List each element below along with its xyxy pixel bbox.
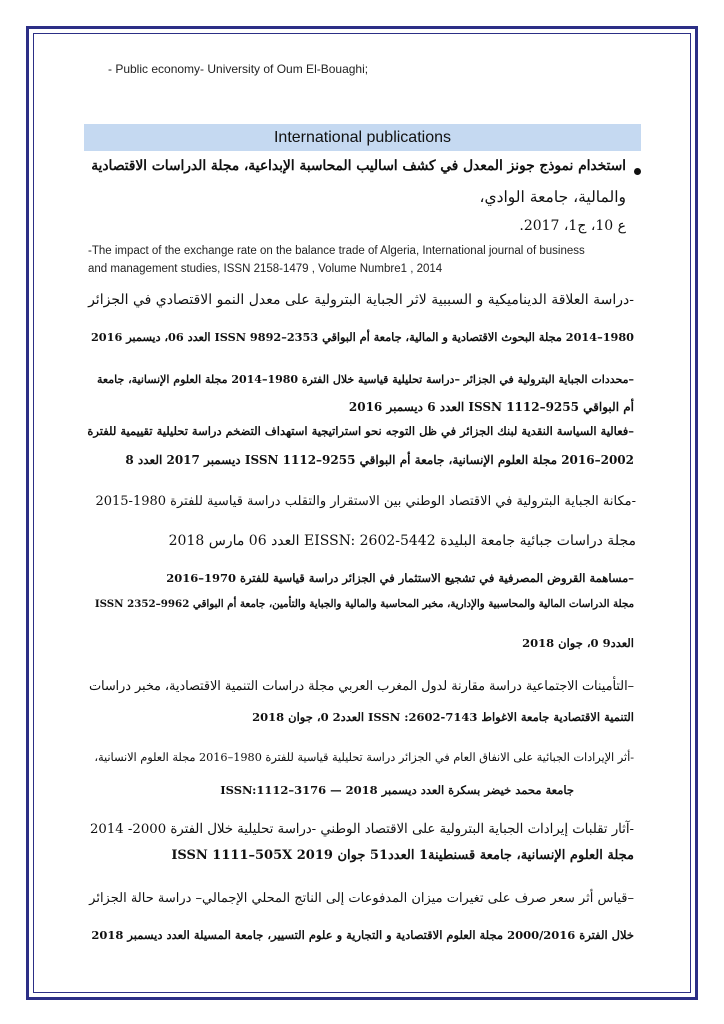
publication-8-line-2: التنمية الاقتصادية جامعة الاغواط ISSN :2602-7143 العدد2 0، جوان 2018	[252, 710, 634, 724]
publication-5-line-2: 2002–2016 مجلة العلوم الإنسانية، جامعة أم البواقي ISSN 1112–9255 ديسمبر 2017 العدد 8	[125, 453, 634, 467]
publication-11-line-1: –قياس أثر سعر صرف على تغيرات ميزان المدفوعات إلى الناتج المحلي الإجمالي– دراسة حالة الجزائر	[89, 891, 634, 906]
publication-4-line-2: أم البواقي ISSN 1112–9255 العدد 6 ديسمبر 2016	[348, 400, 634, 414]
publication-7-line-1: –مساهمة القروض المصرفية في تشجيع الاستثمار في الجزائر دراسة قياسية للفترة 1970–2016	[166, 571, 634, 585]
publication-3-line-1: -دراسة العلاقة الديناميكية و السببية لاثر الجباية البترولية على معدل النمو الاقتصادي في الجزائر	[88, 292, 634, 308]
publication-1-line-2: والمالية، جامعة الوادي،	[479, 188, 626, 206]
section-title: International publications	[273, 128, 451, 146]
publication-1-line-1: استخدام نموذج جونز المعدل في كشف اساليب المحاسبة الإبداعية، مجلة الدراسات الاقتصادية	[91, 158, 626, 174]
publication-3-line-2: 1980–2014 مجلة البحوث الاقتصادية و المالية، جامعة أم البواقي 2353–9892 ISSN العدد 06، ديسمبر 2016	[90, 330, 634, 344]
publication-6-line-2: مجلة دراسات جبائية جامعة البليدة EISSN: 2602-5442 العدد 06 مارس 2018	[168, 533, 636, 549]
publication-4-line-1: –محددات الجباية البترولية في الجزائر –دراسة تحليلية قياسية خلال الفترة 1980–2014 مجلة العلوم الإنسانية، جامعة	[97, 373, 634, 386]
publication-6-line-1: -مكانة الجباية البترولية في الاقتصاد الوطني بين الاستقرار والتقلب دراسة قياسية للفترة 1980-2015	[95, 494, 636, 509]
publication-8-line-1: –التأمينات الاجتماعية دراسة مقارنة لدول المغرب العربي مجلة دراسات التنمية الاقتصادية، مخبر دراسات	[88, 679, 634, 694]
publication-11-line-2: خلال الفترة 2000/2016 مجلة العلوم الاقتصادية و التجارية و علوم التسيير، جامعة المسيلة العدد ديسمبر 2018	[91, 928, 634, 942]
publication-7-line-2: مجلة الدراسات المالية والمحاسبية والإدارية، مخبر المحاسبة والمالية والجباية والتأمين، جامعة أم البواقي 9962–2352 ISSN	[94, 598, 634, 610]
publication-5-line-1: –فعالية السياسة النقدية لبنك الجزائر في ظل التوجه نحو استراتيجية استهداف التضخم دراسة تحليلية تقييمية للفترة	[87, 424, 634, 438]
publication-10-line-1: -آثار تقلبات إيرادات الجباية البترولية على الاقتصاد الوطني -دراسة تحليلية خلال الفترة 2000- 2014	[89, 822, 634, 837]
publication-2-line-1: -The impact of the exchange rate on the balance trade of Algeria, International journal of business	[88, 245, 585, 257]
publication-10-line-2: مجلة العلوم الإنسانية، جامعة قسنطينة1 العدد51 جوان 2019 ISSN 1111–505X	[171, 848, 634, 863]
publication-9-line-1: -أثر الإيرادات الجبائية على الانفاق العام في الجزائر دراسة تحليلية قياسية للفترة 1980–2016 مجلة العلوم الانسانية،	[94, 751, 634, 764]
publication-1-line-3: ع 10، ج1، 2017.	[519, 218, 626, 234]
bullet-icon	[634, 168, 641, 175]
publication-2-line-2: and management studies, ISSN 2158-1479 , Volume Numbre1 , 2014	[88, 263, 443, 275]
affiliation-line: - Public economy- University of Oum El-Bouaghi;	[108, 62, 369, 76]
publication-9-line-2: جامعة محمد خيضر بسكرة العدد ديسمبر 2018 — ISSN:1112–3176	[220, 783, 574, 797]
publication-7-line-3: العدد9 0، جوان 2018	[522, 636, 634, 650]
section-header	[84, 124, 641, 151]
